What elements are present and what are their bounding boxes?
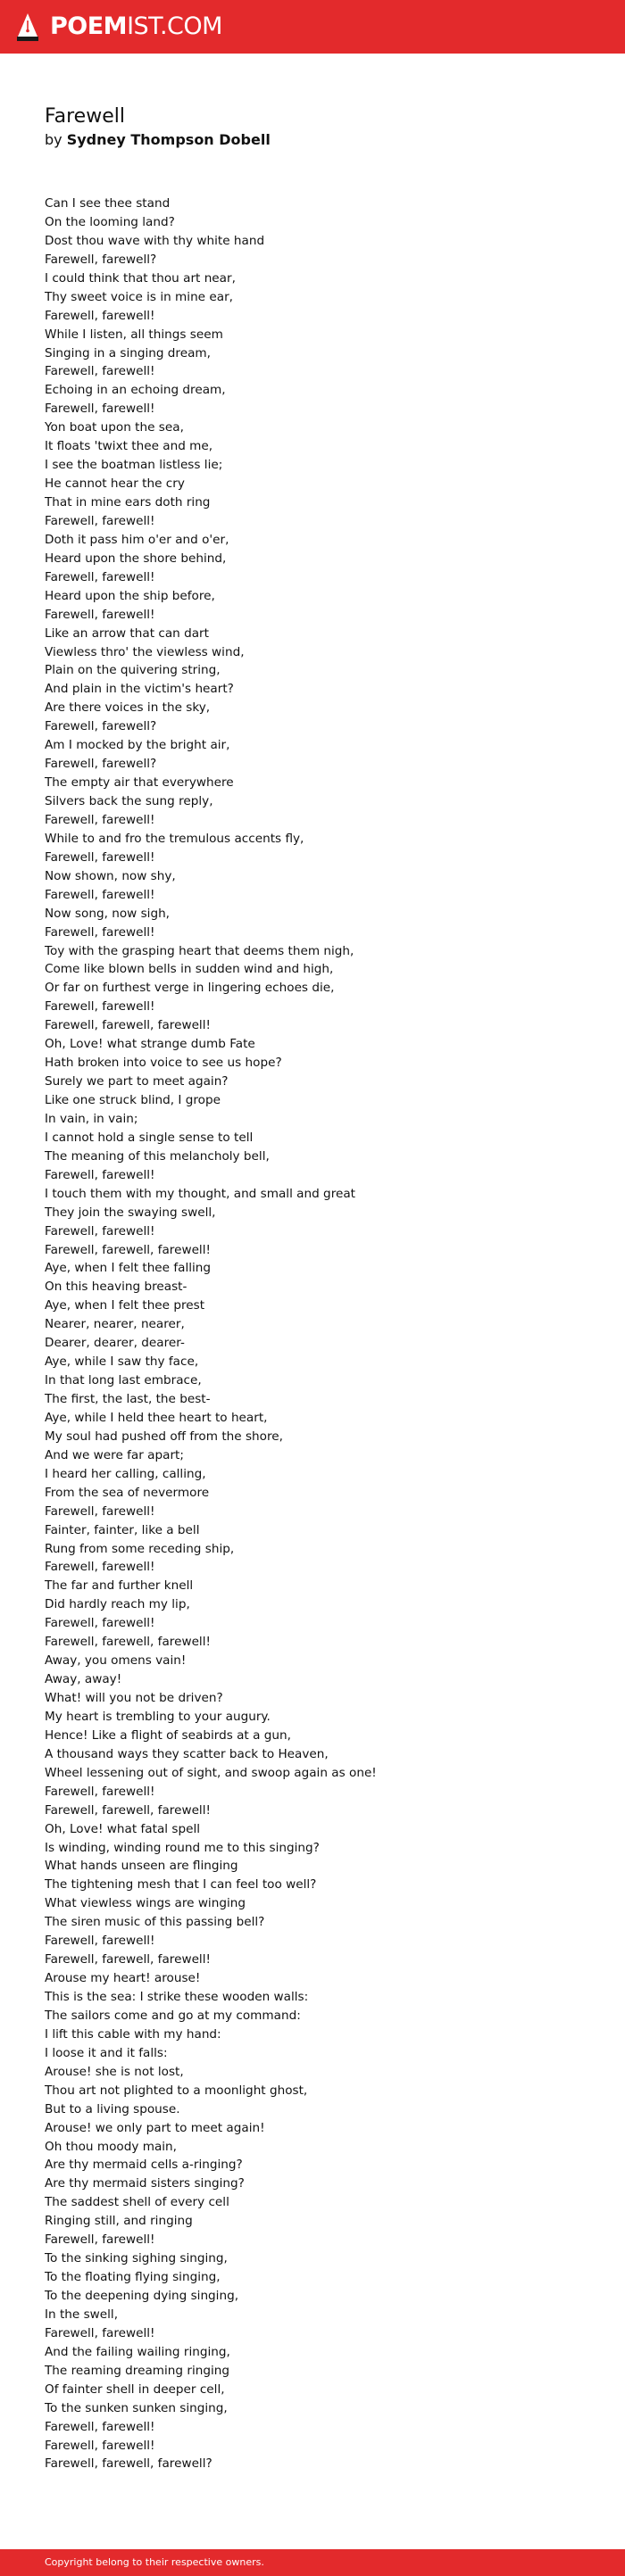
author-name[interactable]: Sydney Thompson Dobell bbox=[66, 131, 271, 148]
poem-line: Surely we part to meet again? bbox=[45, 1074, 229, 1089]
poem-line: Come like blown bells in sudden wind and high, bbox=[45, 962, 334, 977]
poem-line: Arouse! she is not lost, bbox=[45, 2064, 184, 2079]
poem-line: Heard upon the shore behind, bbox=[45, 551, 227, 566]
poem-line: Farewell, farewell! bbox=[45, 812, 155, 827]
poem-line: Are thy mermaid sisters singing? bbox=[45, 2176, 245, 2191]
poem-line: From the sea of nevermore bbox=[45, 1485, 210, 1500]
poem-line: The empty air that everywhere bbox=[45, 775, 234, 791]
poem-line: Now song, now sigh, bbox=[45, 906, 171, 921]
poem-line: Plain on the quivering string, bbox=[45, 663, 221, 678]
poem-line: Farewell, farewell! bbox=[45, 924, 155, 940]
poem-line: Yon boat upon the sea, bbox=[45, 420, 184, 435]
poem-line: My soul had pushed off from the shore, bbox=[45, 1429, 283, 1444]
poem-line: Dearer, dearer, dearer- bbox=[45, 1336, 185, 1351]
poem-line: Farewell, farewell, farewell! bbox=[45, 1802, 211, 1818]
pen-nib-icon bbox=[16, 12, 39, 41]
poem-line: Farewell, farewell! bbox=[45, 402, 155, 417]
poem-line: To the floating flying singing, bbox=[45, 2270, 221, 2285]
poem-line: While I listen, all things seem bbox=[45, 327, 223, 342]
poem-line: I lift this cable with my hand: bbox=[45, 2026, 221, 2042]
poem-body bbox=[45, 195, 580, 2473]
poem-line: Farewell, farewell! bbox=[45, 2232, 155, 2248]
poem-line: A thousand ways they scatter back to Heaven, bbox=[45, 1746, 329, 1761]
poem-line: What viewless wings are winging bbox=[45, 1896, 246, 1911]
poem-line: Or far on furthest verge in lingering echoes die, bbox=[45, 981, 335, 996]
poem-line: Oh thou moody main, bbox=[45, 2139, 177, 2154]
poem-line: Hath broken into voice to see us hope? bbox=[45, 1056, 282, 1071]
poem-line: Did hardly reach my lip, bbox=[45, 1597, 190, 1612]
poem-line: What hands unseen are flinging bbox=[45, 1859, 238, 1874]
poem-line: Dost thou wave with thy white hand bbox=[45, 233, 265, 248]
poem-line: I touch them with my thought, and small and great bbox=[45, 1186, 356, 1201]
poem-line: Farewell, farewell! bbox=[45, 2438, 155, 2453]
poem-line: Viewless thro' the viewless wind, bbox=[45, 644, 245, 659]
poem-line: Farewell, farewell, farewell? bbox=[45, 2456, 212, 2472]
poem-line: Away, you omens vain! bbox=[45, 1653, 187, 1669]
poem-line: Aye, when I felt thee prest bbox=[45, 1298, 205, 1313]
poem-line: Oh, Love! what fatal spell bbox=[45, 1821, 201, 1836]
poem-line: Now shown, now shy, bbox=[45, 868, 176, 883]
poem-line: To the deepening dying singing, bbox=[45, 2289, 239, 2303]
poem-line: The saddest shell of every cell bbox=[45, 2195, 229, 2210]
poem-line: Ringing still, and ringing bbox=[45, 2214, 193, 2229]
poem-line: It floats 'twixt thee and me, bbox=[45, 439, 213, 454]
poem-line: The far and further knell bbox=[45, 1578, 194, 1594]
copyright-notice: Copyright belong to their respective owners. bbox=[45, 2556, 264, 2568]
poem-line: I could think that thou art near, bbox=[45, 270, 236, 286]
poem-line: Farewell, farewell? bbox=[45, 719, 157, 734]
poem-line: My heart is trembling to your augury. bbox=[45, 1709, 271, 1724]
poem-line: Aye, when I felt thee falling bbox=[45, 1261, 212, 1276]
poem-line: Silvers back the sung reply, bbox=[45, 794, 213, 808]
poem-line: Doth it pass him o'er and o'er, bbox=[45, 532, 229, 547]
poem-line: What! will you not be driven? bbox=[45, 1691, 223, 1705]
poem-line: Heard upon the ship before, bbox=[45, 588, 215, 603]
poem-line: They join the swaying swell, bbox=[45, 1205, 216, 1220]
poem-line: The reaming dreaming ringing bbox=[45, 2363, 229, 2378]
poem-line: Farewell, farewell! bbox=[45, 308, 155, 323]
poem-line: Farewell, farewell, farewell! bbox=[45, 1635, 211, 1650]
poem-line: And plain in the victim's heart? bbox=[45, 682, 234, 697]
top-header-bar bbox=[0, 0, 625, 54]
poem-line: Echoing in an echoing dream, bbox=[45, 383, 226, 398]
poem-line: And we were far apart; bbox=[45, 1447, 184, 1462]
poem-line: I loose it and it falls: bbox=[45, 2045, 168, 2060]
poem-line: Farewell, farewell, farewell! bbox=[45, 1242, 211, 1257]
site-logo-link[interactable] bbox=[16, 12, 222, 41]
poem-line: Away, away! bbox=[45, 1672, 122, 1687]
site-logo-text bbox=[50, 12, 222, 41]
poem-line: Farewell, farewell! bbox=[45, 513, 155, 528]
poem-line: Thy sweet voice is in mine ear, bbox=[45, 289, 233, 304]
poem-line: The meaning of this melancholy bell, bbox=[45, 1148, 270, 1164]
poem-line: To the sunken sunken singing, bbox=[45, 2400, 228, 2415]
poem-line: While to and fro the tremulous accents fly, bbox=[45, 831, 304, 846]
poem-line: Farewell, farewell! bbox=[45, 2419, 155, 2434]
poem-line: This is the sea: I strike these wooden walls: bbox=[45, 1990, 309, 2004]
poem-line: To the sinking sighing singing, bbox=[45, 2251, 228, 2266]
poem-line: Farewell, farewell! bbox=[45, 607, 155, 622]
poem-line: I heard her calling, calling, bbox=[45, 1466, 206, 1481]
poem-line: On the looming land? bbox=[45, 214, 175, 229]
poem-line: Am I mocked by the bright air, bbox=[45, 738, 230, 753]
poem-line: I see the boatman listless lie; bbox=[45, 458, 223, 473]
poem-line: Singing in a singing dream, bbox=[45, 345, 211, 360]
poem-line: Like one struck blind, I grope bbox=[45, 1093, 221, 1107]
poem-line: Arouse! we only part to meet again! bbox=[45, 2120, 265, 2135]
brand-bold: POEM bbox=[50, 12, 128, 40]
poem-line: But to a living spouse. bbox=[45, 2101, 180, 2116]
poem-line: The siren music of this passing bell? bbox=[45, 1915, 265, 1930]
poem-line: The first, the last, the best- bbox=[45, 1392, 211, 1406]
poem-line: On this heaving breast- bbox=[45, 1280, 188, 1295]
poem-line: Aye, while I held thee heart to heart, bbox=[45, 1410, 268, 1425]
poem-line: Hence! Like a flight of seabirds at a gun, bbox=[45, 1727, 291, 1743]
poem-line: Aye, while I saw thy face, bbox=[45, 1354, 199, 1370]
poem-line: Fainter, fainter, like a bell bbox=[45, 1522, 200, 1537]
poem-line: Wheel lessening out of sight, and swoop again as one! bbox=[45, 1765, 377, 1780]
poem-line: Is winding, winding round me to this singing? bbox=[45, 1840, 320, 1855]
poem-line: Oh, Love! what strange dumb Fate bbox=[45, 1037, 255, 1052]
poem-line: Farewell, farewell! bbox=[45, 569, 155, 584]
poem-line: I cannot hold a single sense to tell bbox=[45, 1130, 254, 1145]
poem-line: Arouse my heart! arouse! bbox=[45, 1971, 201, 1986]
poem-line: Farewell, farewell! bbox=[45, 849, 155, 865]
poem-line: Farewell, farewell, farewell! bbox=[45, 1018, 211, 1033]
poem-line: Farewell, farewell! bbox=[45, 1560, 155, 1575]
poem-line: Farewell, farewell! bbox=[45, 1784, 155, 1799]
poem-line: Nearer, nearer, nearer, bbox=[45, 1317, 185, 1332]
poem-line: Farewell, farewell! bbox=[45, 1616, 155, 1631]
poem-line: Farewell, farewell! bbox=[45, 1503, 155, 1519]
brand-rest: IST.COM bbox=[127, 12, 222, 40]
poem-line: In the swell, bbox=[45, 2307, 119, 2322]
poem-line: Toy with the grasping heart that deems them nigh, bbox=[45, 943, 354, 958]
poem-line: Farewell, farewell! bbox=[45, 999, 155, 1015]
poem-line: Thou art not plighted to a moonlight ghost, bbox=[45, 2083, 308, 2098]
poem-byline bbox=[45, 130, 271, 150]
poem-line: Rung from some receding ship, bbox=[45, 1541, 235, 1556]
poem-line: The sailors come and go at my command: bbox=[45, 2008, 301, 2023]
poem-line: Farewell, farewell! bbox=[45, 1934, 155, 1949]
poem-line: Farewell, farewell! bbox=[45, 1167, 155, 1182]
poem-line: Farewell, farewell? bbox=[45, 757, 157, 772]
poem-line: Of fainter shell in deeper cell, bbox=[45, 2381, 225, 2397]
poem-line: Can I see thee stand bbox=[45, 196, 171, 211]
poem-line: Farewell, farewell! bbox=[45, 1223, 155, 1238]
poem-line: He cannot hear the cry bbox=[45, 476, 185, 492]
poem-line: Farewell, farewell, farewell! bbox=[45, 1952, 211, 1967]
poem-line: In that long last embrace, bbox=[45, 1373, 202, 1388]
poem-line: That in mine ears doth ring bbox=[45, 495, 211, 509]
poem-line: And the failing wailing ringing, bbox=[45, 2344, 230, 2359]
poem-line: Farewell, farewell! bbox=[45, 887, 155, 902]
footer-bar bbox=[0, 2549, 625, 2576]
poem-line: Farewell, farewell! bbox=[45, 364, 155, 379]
byline-prefix: by bbox=[45, 131, 62, 148]
poem-line: Are there voices in the sky, bbox=[45, 700, 211, 716]
poem-line: Farewell, farewell! bbox=[45, 2325, 155, 2340]
poem-line: In vain, in vain; bbox=[45, 1111, 138, 1126]
poem-title: Farewell bbox=[45, 105, 125, 128]
poem-line: Farewell, farewell? bbox=[45, 252, 157, 267]
poem-line: Like an arrow that can dart bbox=[45, 625, 209, 641]
poem-line: The tightening mesh that I can feel too well? bbox=[45, 1877, 317, 1893]
poem-line: Are thy mermaid cells a-ringing? bbox=[45, 2158, 243, 2173]
